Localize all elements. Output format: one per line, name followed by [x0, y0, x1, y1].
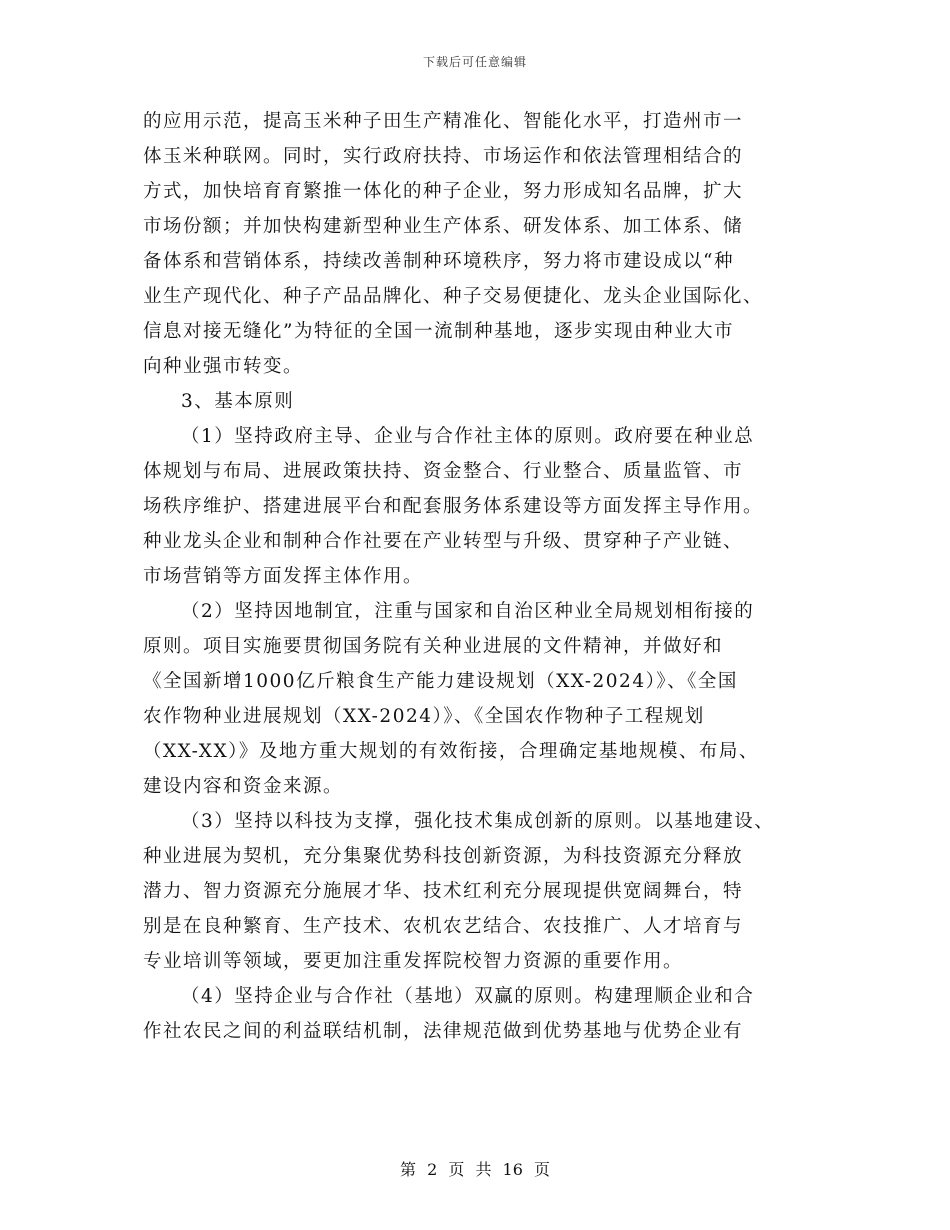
page-number: 第 2 页 共 16 页	[400, 1160, 550, 1179]
text-line: 市场份额；并加快构建新型种业生产体系、研发体系、加工体系、储	[143, 216, 744, 237]
text-line: 体玉米种联网。同时，实行政府扶持、市场运作和依法管理相结合的	[143, 146, 744, 167]
text-line: 业生产现代化、种子产品品牌化、种子交易便捷化、龙头企业国际化、	[143, 286, 764, 307]
text-line: 种业进展为契机，充分集聚优势科技创新资源，为科技资源充分释放	[143, 846, 744, 867]
header-note: 下载后可任意编辑	[422, 55, 527, 69]
text-line: 种业龙头企业和制种合作社要在产业转型与升级、贯穿种子产业链、	[143, 531, 744, 552]
text-line: （XX-XX）》及地方重大规划的有效衔接，合理确定基地规模、布局、	[143, 741, 759, 762]
text-line: 建设内容和资金来源。	[143, 776, 344, 797]
text-line: （4）坚持企业与合作社（基地）双赢的原则。构建理顺企业和合	[181, 986, 755, 1007]
text-line: 备体系和营销体系，持续改善制种环境秩序，努力将市建设成以“种	[143, 251, 734, 272]
text-line: 作社农民之间的利益联结机制，法律规范做到优势基地与优势企业有	[143, 1021, 744, 1042]
text-line: （2）坚持因地制宜，注重与国家和自治区种业全局规划相衔接的	[181, 601, 755, 622]
text-line: 潜力、智力资源充分施展才华、技术红利充分展现提供宽阔舞台，特	[143, 881, 744, 902]
text-line: 体规划与布局、进展政策扶持、资金整合、行业整合、质量监管、市	[143, 461, 744, 482]
document-body	[143, 104, 833, 1049]
text-line: 场秩序维护、搭建进展平台和配套服务体系建设等方面发挥主导作用。	[143, 496, 764, 517]
text-line: 专业培训等领域，要更加注重发挥院校智力资源的重要作用。	[143, 951, 684, 972]
text-line: 原则。项目实施要贯彻国务院有关种业进展的文件精神，并做好和	[143, 636, 724, 657]
text-line: 方式，加快培育育繁推一体化的种子企业，努力形成知名品牌，扩大	[143, 181, 744, 202]
text-line: 别是在良种繁育、生产技术、农机农艺结合、农技推广、人才培育与	[143, 916, 744, 937]
text-line: 的应用示范，提高玉米种子田生产精准化、智能化水平，打造州市一	[143, 111, 744, 132]
text-line: 农作物种业进展规划（XX-2024）》、《全国农作物种子工程规划	[143, 706, 705, 727]
text-line: 向种业强市转变。	[143, 356, 304, 377]
text-line: 市场营销等方面发挥主体作用。	[143, 566, 424, 587]
text-line: （1）坚持政府主导、企业与合作社主体的原则。政府要在种业总	[181, 426, 755, 447]
text-line: 信息对接无缝化”为特征的全国一流制种基地，逐步实现由种业大市	[143, 321, 734, 342]
text-line: （3）坚持以科技为支撑，强化技术集成创新的原则。以基地建设、	[181, 811, 775, 832]
text-line: 《全国新增1000亿斤粮食生产能力建设规划（XX-2024）》、《全国	[143, 671, 738, 692]
text-line: 3、基本原则	[181, 391, 295, 412]
